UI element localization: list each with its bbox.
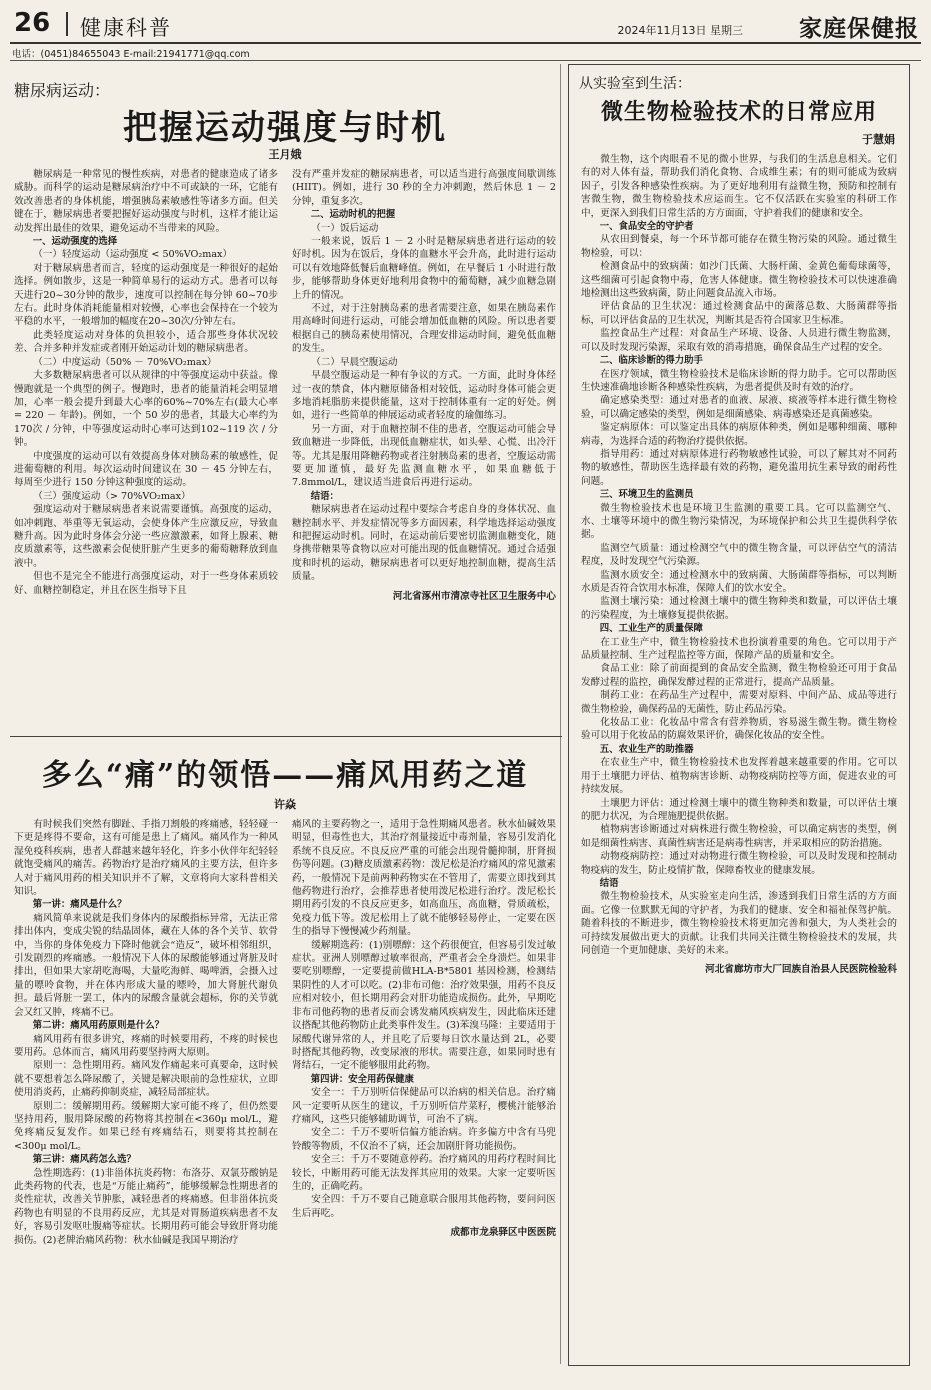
article-microbiology-box xyxy=(568,64,910,1366)
paragraph: 糖尿病是一种常见的慢性疾病，对患者的健康造成了诸多威胁。而科学的运动是糖尿病治疗中不可或缺的一环，它能有效改善患者的身体机能，增强胰岛素敏感性等诸多方面。但关键在于，糖尿病患者要把握好运动强度与时机，这样才能让运动发挥出最佳的效果，避免运动不当带来的风险。 xyxy=(14,169,278,234)
newspaper-name: 家庭保健报 xyxy=(799,15,919,42)
article-kicker: 糖尿病运动： xyxy=(14,81,111,100)
page-number: 26 xyxy=(14,8,51,38)
article-kicker: 从实验室到生活： xyxy=(579,76,691,92)
paragraph: 有时候我们突然有脚趾、手指刀割般的疼痛感，轻轻碰一下更是疼得不要命，这有可能是患上了痛风。痛风作为一种风湿免疫科疾病，患者人群越来越年轻化，许多小伙伴年纪轻轻就饱受痛风的痛苦。药物治疗是治疗痛风的主要方法，但许多人对于痛风用药的相关知识并不了解，文章将向大家科普相关知识。 xyxy=(14,819,278,898)
paragraph: 原则一：急性期用药。痛风发作痛起来可真要命，这时候就不要想着怎么降尿酸了，关键是解决眼前的急性症状，立即使用消炎药，止痛药抑制炎症，减轻局部症状。 xyxy=(14,1060,278,1099)
paragraph: 监测空气质量：通过检测空气中的微生物含量，可以评估空气的清洁程度，及时发现空气污染源。 xyxy=(581,542,897,568)
article-title: 微生物检验技术的日常应用 xyxy=(600,99,877,125)
paragraph: 指导用药：通过对病原体进行药物敏感性试验，可以了解其对不同药物的敏感性，帮助医生选择最有效的药物，避免滥用抗生素导致的耐药性问题。 xyxy=(581,448,897,487)
section-heading: 第四讲：安全用药保健康 xyxy=(310,1073,414,1085)
paragraph: 痛风的主要药物之一，适用于急性期痛风患者。秋水仙碱效果明显，但毒性也大，其治疗剂量接近中毒剂量，容易引发消化系统不良反应。不良反应严重的可能会出现骨髓抑制，肝肾损伤等问题。(3)糖皮质激素药物：泼尼松是治疗痛风的常见激素药，一般情况下是前两种药物实在不管用了，需要立即找到其他药物进行治疗，会推荐患者使用泼尼松进行治疗。泼尼松长期用药引发的不良反应更多，如高血压，高血糖，骨质疏松，免疫力低下等。泼尼松用上了就不能够轻易停止，一定要在医生的指导下慢慢减少药剂量。 xyxy=(292,819,556,938)
paragraph: 缓解期选药：(1)别嘌醇：这个药很便宜，但容易引发过敏症状。亚洲人别嘌醇过敏率很高，严重者会全身溃烂。如果非要吃别嘌醇，一定要提前做HLA-B*5801 基因检测，检测结果阴性的人才可以吃。(2)非布司他：治疗效果强，用药不良反应相对较小，但长期用药会对肝功能造成损伤。此外，早期吃非布司他药物的患者反而会诱发痛风疾病发生，因此临床还建议搭配其他药物防止此类事件发生。(3)苯溴马隆：主要适用于尿酸代谢异常的人，并且吃了后要每日饮水量达到 2L，必要时搭配其他药物，改变尿液的形状。需要注意，如果同时患有肾结石，一定不能够服用此药物。 xyxy=(292,939,556,1072)
author-affiliation: 河北省廊坊市大厂回族自治县人民医院检验科 xyxy=(705,964,897,976)
paragraph: 鉴定病原体：可以鉴定出具体的病原体种类，例如是哪种细菌、哪种病毒，为选择合适的药物治疗提供依据。 xyxy=(581,422,897,447)
paragraph: 安全四：千万不要自己随意联合服用其他药物，要问问医生后再吃。 xyxy=(292,1194,556,1219)
paragraph: 另一方面，对于血糖控制不佳的患者，空腹运动可能会导致血糖进一步降低，出现低血糖症状，如头晕、心慌、出冷汗等。尤其是服用降糖药物或者注射胰岛素的患者，空腹运动需要更加谨慎，最好先监测血糖水平，如果血糖低于 7.8mmol/L，建议适当进食后再进行运动。 xyxy=(292,423,556,489)
paragraph: 检测食品中的致病菌：如沙门氏菌、大肠杆菌、金黄色葡萄球菌等，这些细菌可引起食物中毒，危害人体健康。微生物检验技术可以快速准确地检测出这些致病菌，防止问题食品流入市场。 xyxy=(581,261,897,300)
article-gout-body xyxy=(14,818,556,1378)
sub-heading: （一）饭后运动 xyxy=(311,222,379,234)
paragraph: 不过，对于注射胰岛素的患者需要注意，如果在胰岛素作用高峰时间进行运动，可能会增加低血糖的风险。所以患者要根据自己的胰岛素使用情况，合理安排运动时间，避免低血糖的发生。 xyxy=(292,303,556,355)
text-column xyxy=(14,818,278,1378)
sub-heading: （二）早晨空腹运动 xyxy=(311,356,398,368)
paragraph: 此类轻度运动对身体的负担较小，适合那些身体状况较差、合并多种并发症或者刚开始运动计划的糖尿病患者。 xyxy=(14,329,278,355)
paragraph: 监控食品生产过程：对食品生产环境、设备、人员进行微生物监测，可以及时发现污染源，采取有效的消毒措施，确保食品生产过程的安全。 xyxy=(581,328,897,353)
paragraph: 在医疗领域，微生物检验技术是临床诊断的得力助手。它可以帮助医生快速准确地诊断各种感染性疾病，为患者提供及时有效的治疗。 xyxy=(581,368,897,393)
paragraph: 急性期选药：(1)非甾体抗炎药物：布洛芬、双氯芬酸钠是此类药物的代表，也是“万能止痛药”，能够缓解急性期患者的炎性症状，改善关节肿胀，减轻患者的疼痛感。但非甾体抗炎药物也有明显的不良用药反应，尤其是对胃肠道疾病患者不友好，容易引发呕吐腹痛等症状。长期用药可能会导致肝肾功能损伤。(2)老牌治痛风药物：秋水仙碱是我国早期治疗 xyxy=(14,1167,278,1246)
paragraph: 痛风用药有很多讲究，疼痛的时候要用药，不疼的时候也要用药。总体而言，痛风用药要坚持两大原则。 xyxy=(14,1033,278,1058)
paragraph: 早晨空腹运动是一种有争议的方式。一方面，此时身体经过一夜的禁食，体内糖原储备相对较低，运动时身体可能会更多地消耗脂肪来提供能量，这对于控制体重有一定的好处。例如，进行一些简单的伸展运动或者轻度的瑜伽练习。 xyxy=(292,370,556,422)
paragraph: 评估食品的卫生状况：通过检测食品中的菌落总数、大肠菌群等指标，可以评估食品的卫生状况，判断其是否符合国家卫生标准。 xyxy=(581,301,897,326)
header-divider xyxy=(66,12,68,36)
paragraph: 安全二：千万不要听信偏方能治病。许多偏方中含有马兜铃酸等物质，不仅治不了病，还会加剧肝肾功能损伤。 xyxy=(292,1127,556,1152)
section-name: 健康科普 xyxy=(80,16,172,40)
article-title: 把握运动强度与时机 xyxy=(123,108,447,148)
text-column xyxy=(292,818,556,1378)
text-column xyxy=(14,168,278,728)
paragraph: 动物疫病防控：通过对动物进行微生物检验，可以及时发现和控制动物疫病的发生，防止疫情扩散，保障畜牧业的健康发展。 xyxy=(581,851,897,876)
sub-heading: （三）强度运动（> 70%VO₂max） xyxy=(33,490,191,502)
paragraph: 食品工业：除了前面提到的食品安全监测，微生物检验还可用于食品发酵过程的监控，确保发酵过程的正常进行，提高产品质量。 xyxy=(581,663,897,688)
paragraph: 大多数糖尿病患者可以从规律的中等强度运动中获益。像慢跑就是一个典型的例子。慢跑时，患者的能量消耗会明显增加，心率一般会提升到最大心率的60%~70%左右(最大心率 = 220 － 年龄)。例如，一个 50 岁的患者，其最大心率约为170次 / 分钟，中等强度运动时心率可达到102~119 次 / 分钟。 xyxy=(14,370,278,449)
article-divider xyxy=(10,736,562,737)
section-heading: 五、农业生产的助推器 xyxy=(599,743,694,755)
paragraph: 土壤肥力评估：通过检测土壤中的微生物种类和数量，可以评估土壤的肥力状况，为合理施肥提供依据。 xyxy=(581,797,897,822)
paragraph: 安全三：千万不要随意停药。治疗痛风的用药疗程时间比较长，中断用药可能无法发挥其应用的效果。大家一定要听医生的，正确吃药。 xyxy=(292,1154,556,1192)
paragraph: 但也不是完全不能进行高强度运动，对于一些身体素质较好、血糖控制稳定，并且在医生指导下且 xyxy=(14,571,278,596)
article-author: 王月娥 xyxy=(268,148,302,161)
paragraph: 制药工业：在药品生产过程中，需要对原料、中间产品、成品等进行微生物检验，确保药品的无菌性，防止药品污染。 xyxy=(581,690,897,715)
paragraph: 微生物检验技术，从实验室走向生活，渗透到我们日常生活的方方面面。它像一位默默无闻的守护者，为我们的健康、安全和福祉保驾护航。随着科技的不断进步，微生物检验技术将更加完善和强大，为人类社会的可持续发展做出更大的贡献。让我们共同关注微生物检验技术的发展，共同创造一个更加健康、美好的未来。 xyxy=(581,891,897,956)
paragraph: 没有严重并发症的糖尿病患者，可以适当进行高强度间歇训练(HIIT)。例如，进行 30 秒的全力冲刺跑，然后休息 1 － 2 分钟，重复多次。 xyxy=(292,169,556,207)
paragraph: 在工业生产中，微生物检验技术也扮演着重要的角色。它可以用于产品质量控制、生产过程监控等方面，保障产品的质量和安全。 xyxy=(581,636,897,662)
paragraph: 化妆品工业：化妆品中常含有营养物质，容易滋生微生物。微生物检验可以用于化妆品的防腐效果评价，确保化妆品的安全性。 xyxy=(581,717,897,742)
sub-heading: （一）轻度运动（运动强度 < 50%VO₂max） xyxy=(33,249,233,261)
paragraph: 原则二：缓解期用药。缓解期大家可能不疼了，但仍然要坚持用药，服用降尿酸的药物将其控制在<360μ mol/L，避免疼痛反复发作。如果已经有疼痛结石，则要将其控制在<300μ mol/L。 xyxy=(14,1100,278,1152)
paragraph: 监测土壤污染：通过检测土壤中的微生物种类和数量，可以评估土壤的污染程度，为土壤修复提供依据。 xyxy=(581,596,897,621)
section-heading: 结语： xyxy=(310,490,339,502)
author-affiliation: 河北省涿州市清凉寺社区卫生服务中心 xyxy=(392,590,556,602)
paragraph: 微生物检验技术也是环境卫生监测的重要工具。它可以监测空气、水、土壤等环境中的微生物污染情况，为环境保护和公共卫生提供科学依据。 xyxy=(581,502,897,541)
article-author: 许焱 xyxy=(274,798,296,811)
paragraph: 对于糖尿病患者而言，轻度的运动强度是一种很好的起始选择。例如散步，这是一种简单易行的运动方式。患者可以每天进行20~30分钟的散步，速度可以控制在每分钟 60~70步左右。此时身体消耗能量相对较慢，心率也会保持在一个较为平稳的水平，一般增加的幅度在20~30次/分钟左右。 xyxy=(14,262,278,328)
section-heading: 第二讲：痛风用药原则是什么？ xyxy=(32,1020,165,1032)
author-affiliation: 成都市龙泉驿区中医医院 xyxy=(450,1227,556,1239)
section-heading: 第三讲：痛风药怎么选？ xyxy=(32,1154,136,1166)
issue-date: 2024年11月13日 星期三 xyxy=(617,24,743,37)
paragraph: 中度强度的运动可以有效提高身体对胰岛素的敏感性，促进葡萄糖的利用。每次运动时间建议在 30 － 45 分钟左右，每周至少进行 150 分钟这种强度的运动。 xyxy=(14,450,278,489)
paragraph: 糖尿病患者在运动过程中要综合考虑自身的身体状况、血糖控制水平、并发症情况等多方面因素，科学地选择运动强度和把握运动时机。同时，在运动前后要密切监测血糖变化，随身携带糖果等食物以应对可能出现的低血糖情况。通过合适强度和时机的运动，糖尿病患者可以更好地控制血糖，提高生活质量。 xyxy=(292,504,556,583)
paragraph: 安全一：千万别听信保健品可以治病的相关信息。治疗痛风一定要听从医生的建议，千万别听信芹菜籽，樱桃汁能够治疗痛风，这些只能够辅助调节，可治不了病。 xyxy=(292,1087,556,1125)
section-heading: 一、食品安全的守护者 xyxy=(599,221,694,233)
article-diabetes-body xyxy=(14,168,556,728)
paragraph: 从农田到餐桌，每一个环节都可能存在微生物污染的风险。通过微生物检验，可以： xyxy=(581,234,897,259)
section-heading: 二、临床诊断的得力助手 xyxy=(599,355,703,367)
paragraph: 确定感染类型：通过对患者的血液、尿液、痰液等样本进行微生物检验，可以确定感染的类型，例如是细菌感染、病毒感染还是真菌感染。 xyxy=(581,395,897,420)
contact-info: 电话：(0451)84655043 E-mail:21941771@qq.com xyxy=(12,49,250,60)
article-author: 于慧娟 xyxy=(862,133,895,146)
column-divider xyxy=(560,64,561,1364)
text-column xyxy=(292,168,556,728)
paragraph: 一般来说，饭后 1 － 2 小时是糖尿病患者进行运动的较好时机。因为在饭后，身体的血糖水平会升高，此时进行运动可以有效地降低餐后血糖峰值。例如，在早餐后 1 小时进行散步，能够帮助身体更好地利用食物中的葡萄糖，减少血糖急剧上升的情况。 xyxy=(292,236,556,301)
section-heading: 一、运动强度的选择 xyxy=(32,236,118,248)
article-title: 多么“痛”的领悟——痛风用药之道 xyxy=(41,758,529,793)
section-heading: 第一讲：痛风是什么？ xyxy=(32,899,127,911)
paragraph: 在农业生产中，微生物检验技术也发挥着越来越重要的作用。它可以用于土壤肥力评估、植物病害诊断、动物疫病防控等方面，促进农业的可持续发展。 xyxy=(581,757,897,796)
paragraph: 监测水质安全：通过检测水中的致病菌、大肠菌群等指标，可以判断水质是否符合饮用水标准，保障人们的饮水安全。 xyxy=(581,569,897,594)
section-heading: 三、环境卫生的监测员 xyxy=(599,489,694,501)
contact-rule xyxy=(10,60,921,61)
page-header xyxy=(10,6,921,44)
sub-heading: （二）中度运动（50% － 70%VO₂max） xyxy=(33,356,217,368)
section-heading: 二、运动时机的把握 xyxy=(310,209,396,221)
section-heading: 结语 xyxy=(599,877,619,889)
text-column xyxy=(581,153,897,1357)
paragraph: 微生物，这个肉眼看不见的微小世界，与我们的生活息息相关。它们有的对人体有益，帮助我们消化食物、合成维生素；有的则可能成为致病因子，引发各种感染性疾病。为了更好地利用有益微生物，预防和控制有害微生物，微生物检验技术应运而生。它不仅活跃在实验室的科研工作中，更深入到我们日常生活的方方面面，守护着我们的健康和安全。 xyxy=(581,154,897,219)
section-heading: 四、工业生产的质量保障 xyxy=(599,623,703,635)
paragraph: 植物病害诊断通过对病株进行微生物检验，可以确定病害的类型，例如是细菌性病害、真菌性病害还是病毒性病害，并采取相应的防治措施。 xyxy=(581,824,897,849)
paragraph: 强度运动对于糖尿病患者来说需要谨慎。高强度的运动，如冲刺跑、举重等无氧运动，会使身体产生应激反应，导致血糖升高。因为此时身体会分泌一些应激激素，如肾上腺素、糖皮质激素等，这些激素会促使肝脏产生更多的葡萄糖释放到血液中。 xyxy=(14,504,278,569)
paragraph: 痛风简单来说就是我们身体内的尿酸指标异常，无法正常排出体内，变成尖锐的结晶固体，藏在人体的各个关节、软骨中，当你的身体免疫力下降时他就会“造反”，破坏相邻组织，引发剧烈的疼痛感。一般情况下人体的尿酸能够通过肾脏及时排出，但如果大家胡吃海喝，大量吃海鲜、喝啤酒，会摄入过量的嘌呤食物，并在体内形成大量的嘌呤，加大肾脏代谢负担。最后肾脏一罢工，体内的尿酸含量就会超标，你的关节就会又红又肿，疼痛不已。 xyxy=(14,912,278,1018)
